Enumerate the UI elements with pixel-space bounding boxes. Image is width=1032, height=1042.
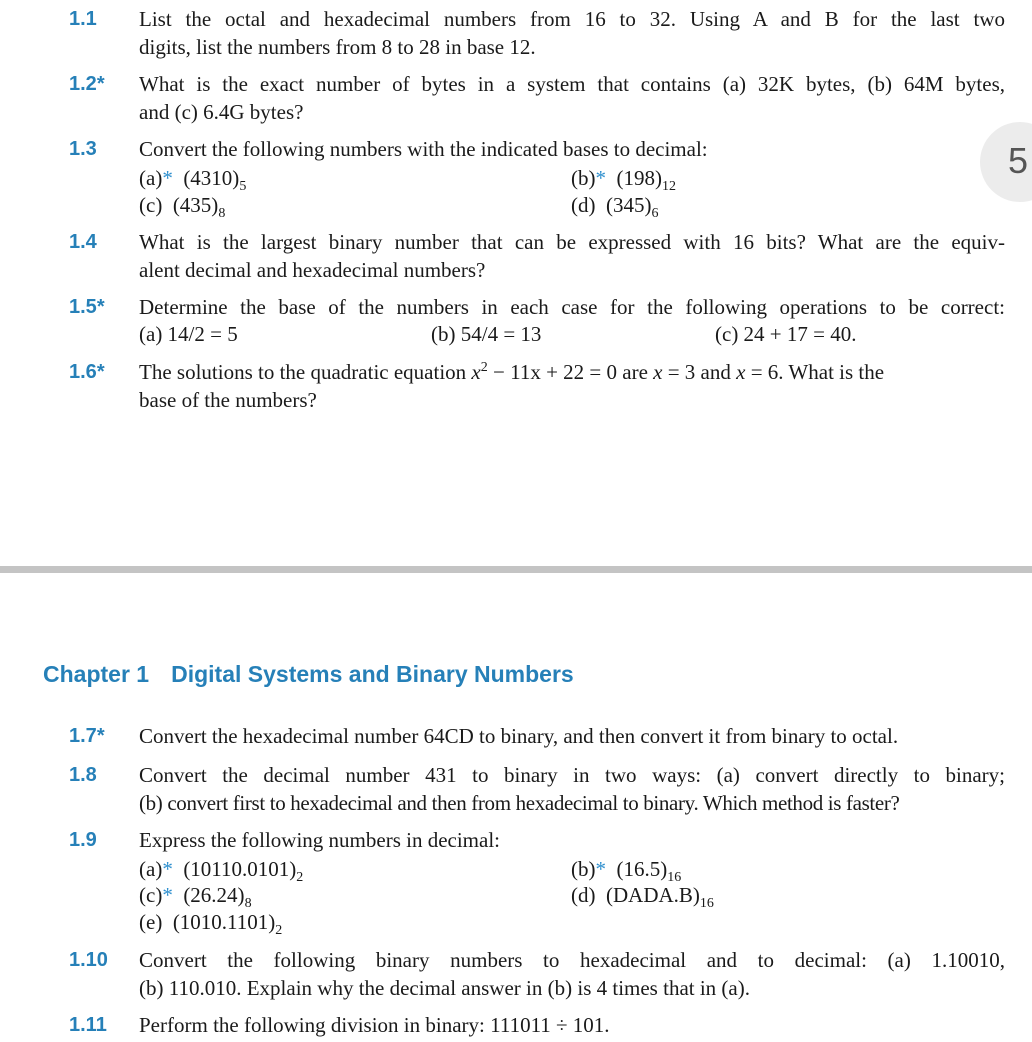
option-c: (c) 24 + 17 = 40. xyxy=(715,322,857,346)
problem-text-line: digits, list the numbers from 8 to 28 in base 12. xyxy=(139,35,536,59)
option-c: (c) $(435)_8$ xyxy=(139,193,226,221)
option-e: (e) $(1010.1101)_2$ xyxy=(139,910,283,938)
chapter-title: Digital Systems and Binary Numbers xyxy=(171,661,574,687)
problem-text-line: and (c) 6.4G bytes? xyxy=(139,100,304,124)
problem-text-line: What is the exact number of bytes in a system that contains (a) 32K bytes, (b) 64M bytes, xyxy=(139,72,1005,96)
problem-text-line: Convert the hexadecimal number 64CD to binary, and then convert it from binary to octal. xyxy=(139,724,899,748)
chapter-heading xyxy=(43,661,574,688)
problem-number: 1.1 xyxy=(69,8,97,30)
option-a: (a)* $(4310)_5$ xyxy=(139,166,247,194)
problem-text-line: (b) convert first to hexadecimal and then from hexadecimal to binary. Which method is faster? xyxy=(139,791,900,815)
option-b: (b)* $(16.5)_{16}$ xyxy=(571,857,682,885)
problem-number: 1.6* xyxy=(69,361,105,383)
problem-number: 1.4 xyxy=(69,231,97,253)
problem-number: 1.11 xyxy=(69,1014,107,1036)
problem-text-line: Convert the following binary numbers to hexadecimal and to decimal: (a) 1.10010, xyxy=(139,948,1005,972)
option-b: (b)* $(198)_{12}$ xyxy=(571,166,676,194)
problem-text-line: Determine the base of the numbers in each case for the following operations to be correct: xyxy=(139,295,1005,319)
problem-text-line: What is the largest binary number that can be expressed with 16 bits? What are the equiv- xyxy=(139,230,1005,254)
problem-text-line: (b) 110.010. Explain why the decimal answer in (b) is 4 times that in (a). xyxy=(139,976,750,1000)
problem-text-line: Convert the following numbers with the indicated bases to decimal: xyxy=(139,137,708,161)
problem-text-line: Convert the decimal number 431 to binary in two ways: (a) convert directly to binary; xyxy=(139,763,1005,787)
problem-text-line: base of the numbers? xyxy=(139,388,317,412)
chapter-label: Chapter 1 xyxy=(43,661,150,687)
page-divider xyxy=(0,566,1032,573)
problem-number: 1.5* xyxy=(69,296,105,318)
option-c: (c)* $(26.24)_8$ xyxy=(139,883,252,911)
problem-number: 1.8 xyxy=(69,764,97,786)
problem-number: 1.10 xyxy=(69,949,108,971)
problem-number: 1.2* xyxy=(69,73,105,95)
option-b: (b) 54/4 = 13 xyxy=(431,322,542,346)
problem-text-line: Express the following numbers in decimal: xyxy=(139,828,501,852)
problem-number: 1.9 xyxy=(69,829,97,851)
page-number-text: 5 xyxy=(1008,140,1029,181)
problem-text-line: alent decimal and hexadecimal numbers? xyxy=(139,258,486,282)
problem-text-line: The solutions to the quadratic equation $x^2 - 11x + 22 = 0$ are x = 3 and x = 6. What is the xyxy=(139,360,885,384)
option-a: (a)* $(10110.0101)_2$ xyxy=(139,857,304,885)
problem-text-line: List the octal and hexadecimal numbers from 16 to 32. Using A and B for the last two xyxy=(139,7,1005,31)
problem-number: 1.3 xyxy=(69,138,97,160)
option-d: (d) $(DADA.B)_{16}$ xyxy=(571,883,714,911)
problem-number: 1.7* xyxy=(69,725,105,747)
problem-text-line: Perform the following division in binary: 111011 ÷ 101. xyxy=(139,1013,610,1037)
option-a: (a) 14/2 = 5 xyxy=(139,322,238,346)
option-d: (d) $(345)_6$ xyxy=(571,193,659,221)
